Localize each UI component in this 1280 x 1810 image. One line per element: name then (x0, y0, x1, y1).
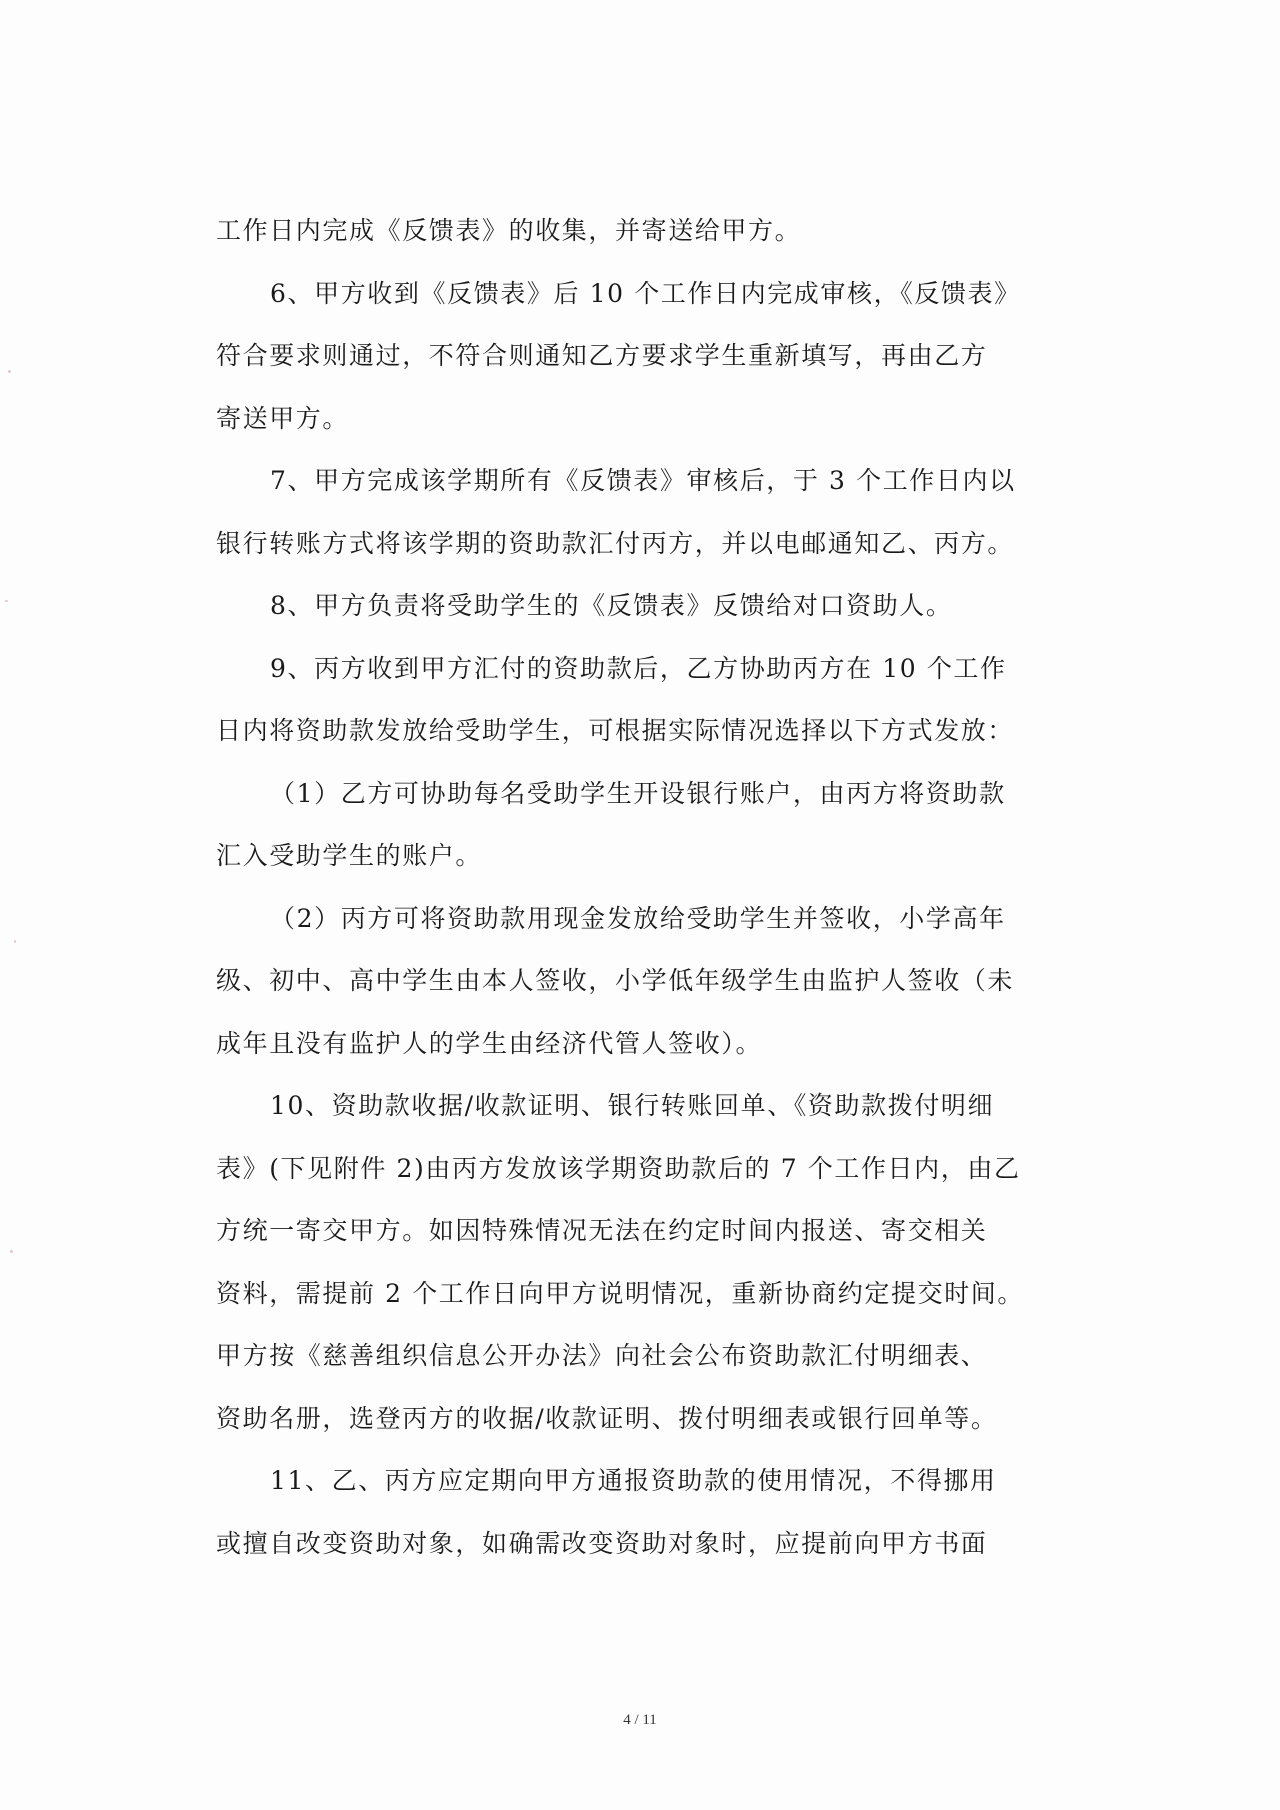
line-text: 级、初中、高中学生由本人签收，小学低年级学生由监护人签收（未 (216, 966, 1015, 995)
text-line (216, 1450, 1074, 1513)
line-text: 6、甲方收到《反馈表》后 10 个工作日内完成审核，《反馈表》 (270, 278, 1021, 308)
line-text: 符合要求则通过，不符合则通知乙方要求学生重新填写，再由乙方 (216, 341, 988, 370)
text-line (216, 1138, 1074, 1201)
document-body (216, 200, 1074, 1575)
line-text: （1）乙方可协助每名受助学生开设银行账户，由丙方将资助款 (270, 778, 1006, 808)
line-text: 资料，需提前 2 个工作日向甲方说明情况，重新协商约定提交时间。 (216, 1278, 1025, 1308)
scan-mark (14, 940, 16, 943)
line-text: 或擅自改变资助对象，如确需改变资助对象时，应提前向甲方书面 (216, 1528, 988, 1558)
page-number: 4 / 11 (623, 1712, 657, 1728)
line-text: 9、丙方收到甲方汇付的资助款后，乙方协助丙方在 10 个工作 (270, 653, 1007, 683)
line-text: 寄送甲方。 (216, 403, 350, 433)
line-text: 日内将资助款发放给受助学生，可根据实际情况选择以下方式发放： (216, 716, 1015, 745)
text-line (216, 325, 1074, 388)
text-line (216, 1325, 1074, 1388)
text-line (216, 450, 1074, 513)
text-line (216, 1263, 1074, 1326)
line-text: 11、乙、丙方应定期向甲方通报资助款的使用情况，不得挪用 (270, 1466, 997, 1495)
text-line (216, 950, 1074, 1013)
line-text: 资助名册，选登丙方的收据/收款证明、拨付明细表或银行回单等。 (216, 1403, 998, 1433)
text-line (216, 1388, 1074, 1451)
line-text: 8、甲方负责将受助学生的《反馈表》反馈给对口资助人。 (270, 591, 953, 620)
line-text: 汇入受助学生的账户。 (216, 841, 483, 870)
scan-mark (5, 600, 8, 602)
text-line (216, 1013, 1074, 1076)
line-text: 表》(下见附件 2)由丙方发放该学期资助款后的 7 个工作日内，由乙 (216, 1153, 1021, 1183)
line-text: 7、甲方完成该学期所有《反馈表》审核后，于 3 个工作日内以 (270, 466, 1016, 495)
text-line (216, 1513, 1074, 1576)
line-text: 工作日内完成《反馈表》的收集，并寄送给甲方。 (216, 216, 802, 245)
line-text: 甲方按《慈善组织信息公开办法》向社会公布资助款汇付明细表、 (216, 1341, 988, 1370)
text-line (216, 263, 1074, 326)
line-text: 银行转账方式将该学期的资助款汇付丙方，并以电邮通知乙、丙方。 (216, 528, 1015, 558)
text-line (216, 1200, 1074, 1263)
text-line (216, 575, 1074, 638)
line-text: 10、资助款收据/收款证明、银行转账回单、《资助款拨付明细 (270, 1091, 995, 1120)
scan-mark (10, 1250, 13, 1253)
text-line (216, 513, 1074, 576)
text-line (216, 700, 1074, 763)
line-text: 方统一寄交甲方。如因特殊情况无法在约定时间内报送、寄交相关 (216, 1216, 988, 1245)
line-text: （2）丙方可将资助款用现金发放给受助学生并签收，小学高年 (270, 903, 1006, 933)
scan-mark (8, 370, 11, 373)
text-line (216, 825, 1074, 888)
text-line (216, 388, 1074, 451)
text-line (216, 888, 1074, 951)
text-line (216, 1075, 1074, 1138)
line-text: 成年且没有监护人的学生由经济代管人签收）。 (216, 1028, 763, 1058)
text-line (216, 763, 1074, 826)
text-line (216, 638, 1074, 701)
text-line (216, 200, 1074, 263)
